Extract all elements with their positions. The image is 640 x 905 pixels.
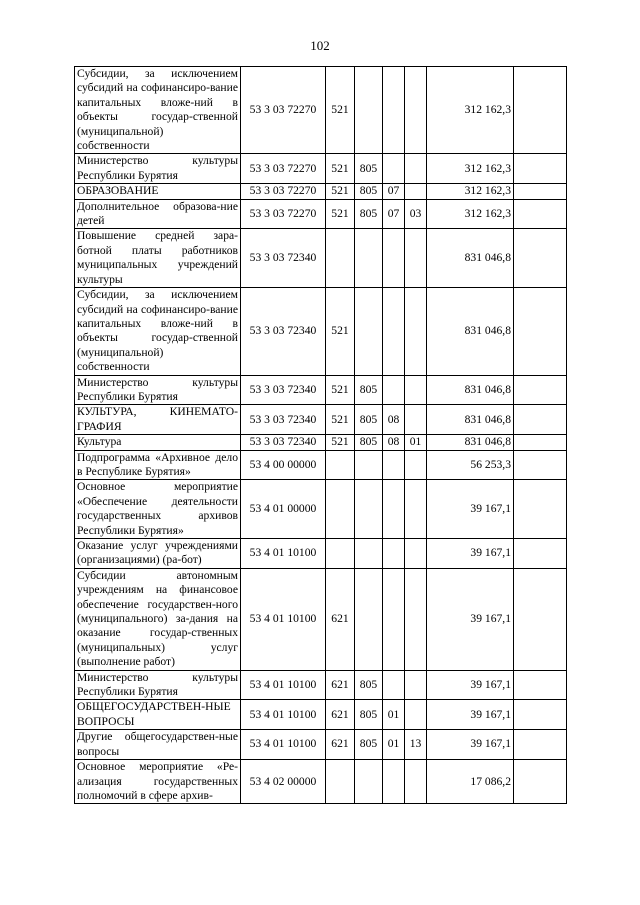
cell-subsection xyxy=(405,375,427,405)
cell-ministry-code xyxy=(355,450,383,480)
cell-subsection xyxy=(405,154,427,184)
cell-section xyxy=(383,154,405,184)
cell-expense-type: 521 xyxy=(326,154,355,184)
cell-expense-type: 521 xyxy=(326,435,355,450)
cell-target-code: 53 3 03 72270 xyxy=(241,67,326,154)
cell-amount: 312 162,3 xyxy=(427,67,514,154)
cell-section: 07 xyxy=(383,199,405,229)
cell-name: Оказание услуг учреждениями (организациями) (ра-бот) xyxy=(75,539,241,569)
cell-target-code: 53 3 03 72270 xyxy=(241,184,326,199)
page-number: 102 xyxy=(310,38,330,53)
budget-table xyxy=(74,66,567,804)
table-row xyxy=(75,67,567,154)
cell-section xyxy=(383,480,405,539)
table-row xyxy=(75,375,567,405)
cell-subsection xyxy=(405,670,427,700)
cell-amount: 831 046,8 xyxy=(427,229,514,288)
cell-extra xyxy=(514,405,567,435)
cell-expense-type: 521 xyxy=(326,375,355,405)
cell-expense-type: 621 xyxy=(326,700,355,730)
cell-section xyxy=(383,760,405,804)
table-body xyxy=(75,67,567,804)
cell-amount: 312 162,3 xyxy=(427,199,514,229)
cell-amount: 312 162,3 xyxy=(427,154,514,184)
cell-target-code: 53 4 01 10100 xyxy=(241,730,326,760)
table-row xyxy=(75,405,567,435)
table-row xyxy=(75,229,567,288)
cell-extra xyxy=(514,670,567,700)
cell-extra xyxy=(514,539,567,569)
cell-ministry-code xyxy=(355,568,383,670)
cell-amount: 39 167,1 xyxy=(427,568,514,670)
cell-name: Министерство культуры Республики Бурятия xyxy=(75,375,241,405)
cell-extra xyxy=(514,288,567,375)
cell-expense-type xyxy=(326,480,355,539)
table-row xyxy=(75,435,567,450)
cell-amount: 39 167,1 xyxy=(427,730,514,760)
cell-target-code: 53 4 01 10100 xyxy=(241,539,326,569)
cell-extra xyxy=(514,450,567,480)
cell-ministry-code xyxy=(355,67,383,154)
cell-name: Основное мероприятие «Обеспечение деятельности государственных архивов Республики Бурятия» xyxy=(75,480,241,539)
cell-target-code: 53 3 03 72340 xyxy=(241,405,326,435)
cell-name: Культура xyxy=(75,435,241,450)
table-row xyxy=(75,480,567,539)
cell-ministry-code: 805 xyxy=(355,199,383,229)
cell-extra xyxy=(514,435,567,450)
cell-expense-type xyxy=(326,539,355,569)
cell-target-code: 53 4 01 10100 xyxy=(241,568,326,670)
cell-amount: 17 086,2 xyxy=(427,760,514,804)
cell-expense-type: 621 xyxy=(326,568,355,670)
cell-subsection xyxy=(405,450,427,480)
cell-extra xyxy=(514,229,567,288)
cell-section xyxy=(383,450,405,480)
cell-extra xyxy=(514,184,567,199)
cell-target-code: 53 4 01 10100 xyxy=(241,670,326,700)
cell-amount: 39 167,1 xyxy=(427,670,514,700)
cell-name: Подпрограмма «Архивное дело в Республике Бурятия» xyxy=(75,450,241,480)
table-row xyxy=(75,288,567,375)
cell-expense-type: 521 xyxy=(326,199,355,229)
cell-section xyxy=(383,229,405,288)
cell-extra xyxy=(514,760,567,804)
table-row xyxy=(75,184,567,199)
cell-ministry-code: 805 xyxy=(355,435,383,450)
cell-section xyxy=(383,539,405,569)
cell-extra xyxy=(514,375,567,405)
cell-subsection xyxy=(405,568,427,670)
cell-subsection xyxy=(405,405,427,435)
cell-subsection xyxy=(405,760,427,804)
cell-section: 07 xyxy=(383,184,405,199)
cell-ministry-code: 805 xyxy=(355,184,383,199)
cell-ministry-code xyxy=(355,480,383,539)
cell-ministry-code: 805 xyxy=(355,670,383,700)
table-row xyxy=(75,670,567,700)
cell-name: Субсидии, за исключением субсидий на софинансиро-вание капитальных вложе-ний в объекты государ-ственной (муниципальной) собственности xyxy=(75,67,241,154)
cell-target-code: 53 3 03 72340 xyxy=(241,288,326,375)
cell-subsection xyxy=(405,184,427,199)
cell-subsection xyxy=(405,539,427,569)
cell-section xyxy=(383,568,405,670)
cell-extra xyxy=(514,730,567,760)
table-row xyxy=(75,199,567,229)
cell-section: 08 xyxy=(383,405,405,435)
cell-name: Субсидии, за исключением субсидий на софинансиро-вание капитальных вложе-ний в объекты государ-ственной (муниципальной) собственности xyxy=(75,288,241,375)
cell-amount: 39 167,1 xyxy=(427,539,514,569)
cell-ministry-code xyxy=(355,539,383,569)
table-row xyxy=(75,700,567,730)
cell-expense-type xyxy=(326,450,355,480)
cell-ministry-code: 805 xyxy=(355,730,383,760)
cell-expense-type: 521 xyxy=(326,288,355,375)
cell-name: ОБЩЕГОСУДАРСТВЕН-НЫЕ ВОПРОСЫ xyxy=(75,700,241,730)
cell-target-code: 53 3 03 72270 xyxy=(241,154,326,184)
cell-extra xyxy=(514,700,567,730)
table-row xyxy=(75,568,567,670)
cell-extra xyxy=(514,67,567,154)
cell-extra xyxy=(514,568,567,670)
cell-ministry-code xyxy=(355,229,383,288)
cell-name: Министерство культуры Республики Бурятия xyxy=(75,670,241,700)
cell-amount: 831 046,8 xyxy=(427,405,514,435)
cell-subsection xyxy=(405,700,427,730)
cell-name: КУЛЬТУРА, КИНЕМАТО-ГРАФИЯ xyxy=(75,405,241,435)
cell-expense-type: 521 xyxy=(326,405,355,435)
cell-expense-type xyxy=(326,760,355,804)
cell-target-code: 53 3 03 72270 xyxy=(241,199,326,229)
cell-extra xyxy=(514,154,567,184)
cell-ministry-code: 805 xyxy=(355,405,383,435)
cell-target-code: 53 3 03 72340 xyxy=(241,375,326,405)
cell-expense-type: 621 xyxy=(326,670,355,700)
cell-section xyxy=(383,375,405,405)
cell-expense-type: 521 xyxy=(326,67,355,154)
cell-section xyxy=(383,670,405,700)
cell-extra xyxy=(514,480,567,539)
cell-name: ОБРАЗОВАНИЕ xyxy=(75,184,241,199)
cell-subsection: 01 xyxy=(405,435,427,450)
cell-ministry-code: 805 xyxy=(355,154,383,184)
cell-subsection: 03 xyxy=(405,199,427,229)
table-row xyxy=(75,760,567,804)
cell-subsection xyxy=(405,67,427,154)
cell-section: 01 xyxy=(383,730,405,760)
cell-extra xyxy=(514,199,567,229)
cell-expense-type: 521 xyxy=(326,184,355,199)
cell-expense-type xyxy=(326,229,355,288)
cell-name: Другие общегосударствен-ные вопросы xyxy=(75,730,241,760)
table-row xyxy=(75,154,567,184)
cell-ministry-code xyxy=(355,288,383,375)
cell-target-code: 53 4 02 00000 xyxy=(241,760,326,804)
cell-target-code: 53 3 03 72340 xyxy=(241,435,326,450)
cell-ministry-code: 805 xyxy=(355,700,383,730)
cell-amount: 39 167,1 xyxy=(427,700,514,730)
cell-name: Субсидии автономным учреждениям на финансовое обеспечение государствен-ного (муниципального) за-дания на оказание государ-ственных (муниципальных) услуг (выполнение работ) xyxy=(75,568,241,670)
cell-target-code: 53 4 01 10100 xyxy=(241,700,326,730)
cell-amount: 39 167,1 xyxy=(427,480,514,539)
cell-section xyxy=(383,67,405,154)
cell-subsection xyxy=(405,229,427,288)
cell-section: 01 xyxy=(383,700,405,730)
cell-subsection xyxy=(405,288,427,375)
cell-expense-type: 621 xyxy=(326,730,355,760)
cell-subsection xyxy=(405,480,427,539)
cell-amount: 831 046,8 xyxy=(427,435,514,450)
table-row xyxy=(75,730,567,760)
table-row xyxy=(75,450,567,480)
cell-name: Основное мероприятие «Ре-ализация государственных полномочий в сфере архив- xyxy=(75,760,241,804)
cell-target-code: 53 4 00 00000 xyxy=(241,450,326,480)
cell-ministry-code: 805 xyxy=(355,375,383,405)
cell-section: 08 xyxy=(383,435,405,450)
cell-amount: 831 046,8 xyxy=(427,288,514,375)
cell-name: Дополнительное образова-ние детей xyxy=(75,199,241,229)
cell-target-code: 53 4 01 00000 xyxy=(241,480,326,539)
cell-amount: 831 046,8 xyxy=(427,375,514,405)
cell-name: Министерство культуры Республики Бурятия xyxy=(75,154,241,184)
table-row xyxy=(75,539,567,569)
cell-amount: 56 253,3 xyxy=(427,450,514,480)
cell-section xyxy=(383,288,405,375)
cell-subsection: 13 xyxy=(405,730,427,760)
cell-amount: 312 162,3 xyxy=(427,184,514,199)
cell-name: Повышение средней зара-ботной платы работников муниципальных учреждений культуры xyxy=(75,229,241,288)
cell-ministry-code xyxy=(355,760,383,804)
cell-target-code: 53 3 03 72340 xyxy=(241,229,326,288)
